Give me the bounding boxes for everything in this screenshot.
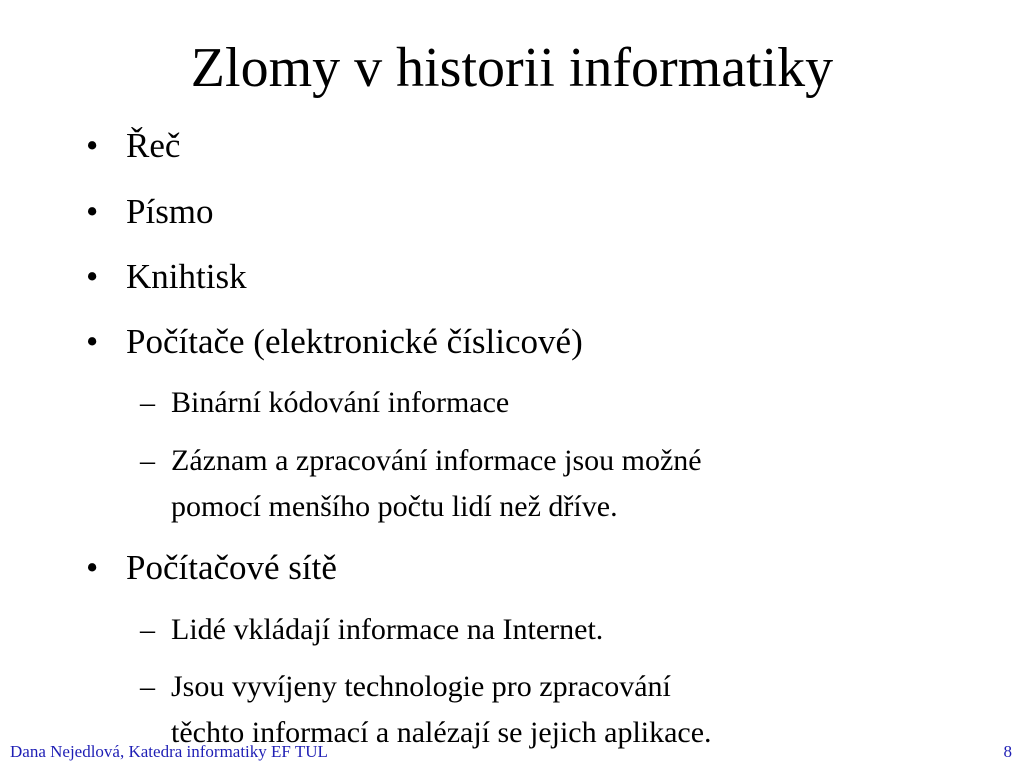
bullet-text: Knihtisk [126,257,247,296]
sub-bullet-text: Jsou vyvíjeny technologie pro zpracování [171,670,671,703]
sub-bullet-text: těchto informací a nalézají se jejich aplikace. [171,716,712,749]
bullet-text: Počítačové sítě [126,548,337,587]
sub-bullet-text: pomocí menšího počtu lidí než dříve. [171,490,618,523]
footer-author: Dana Nejedlová, Katedra informatiky EF TUL [10,742,328,761]
sub-bullet-marker: – [140,444,155,477]
sub-bullet-text: Lidé vkládají informace na Internet. [171,613,604,646]
slide-title: Zlomy v historii informatiky [190,37,834,99]
sub-bullet-marker: – [140,386,155,419]
bullet-text: Řeč [126,126,181,165]
bullet-marker: • [86,126,99,165]
bullet-text: Počítače (elektronické číslicové) [126,322,583,361]
bullet-marker: • [86,548,99,587]
bullet-marker: • [86,257,99,296]
bullet-text: Písmo [126,192,214,231]
sub-bullet-marker: – [140,670,155,703]
sub-bullet-marker: – [140,613,155,646]
bullet-marker: • [86,322,99,361]
sub-bullet-text: Binární kódování informace [171,386,510,419]
bullet-marker: • [86,192,99,231]
footer-page-number: 8 [1003,742,1012,761]
sub-bullet-text: Záznam a zpracování informace jsou možné [171,444,702,477]
